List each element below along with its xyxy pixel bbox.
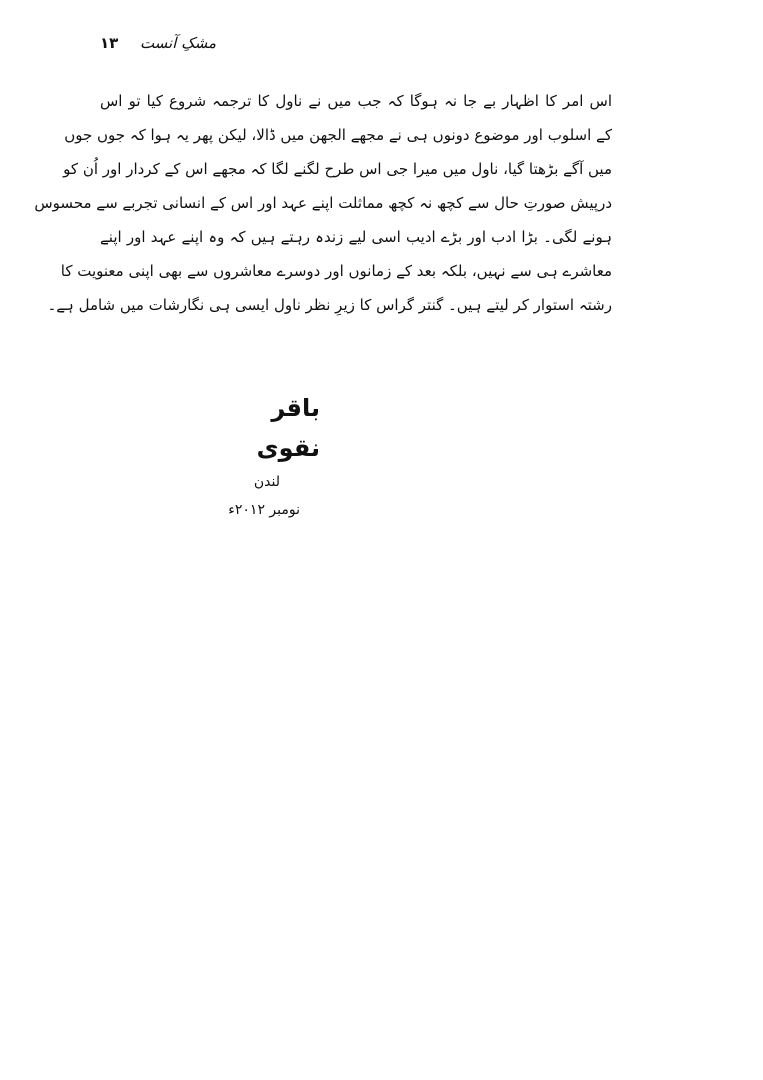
signature-date: نومبر ۲۰۱۲ء [228, 502, 300, 518]
body-paragraph [34, 84, 612, 322]
signature-block [200, 388, 320, 524]
page-number: ۱۳ [100, 34, 119, 52]
page-header [100, 34, 216, 60]
running-title: مشکِ آنست [139, 34, 216, 52]
paragraph-line: اس امر کا اظہار بے جا نہ ہوگا کہ جب میں نے ناول کا ترجمہ شروع کیا تو اس [100, 92, 612, 110]
paragraph-line: معاشرے ہی سے نہیں، بلکہ بعد کے زمانوں اور دوسرے معاشروں سے بھی اپنی معنویت کا [60, 262, 612, 280]
paragraph-line: رشتہ استوار کر لیتے ہیں۔ گنتر گراس کا زیرِ نظر ناول ایسی ہی نگارشات میں شامل ہے۔ [47, 296, 612, 314]
paragraph-line: ہونے لگی۔ بڑا ادب اور بڑے ادیب اسی لیے زندہ رہتے ہیں کہ وہ اپنے عہد اور اپنے [100, 228, 612, 246]
author-name: باقر نقوی [256, 394, 320, 462]
paragraph-line: درپیش صورتِ حال سے کچھ نہ کچھ مماثلت اپنے عہد اور اس کے انسانی تجربے سے محسوس [34, 194, 612, 212]
signature-place: لندن [253, 474, 280, 490]
paragraph-line: کے اسلوب اور موضوع دونوں ہی نے مجھے الجھن میں ڈالا، لیکن پھر یہ ہوا کہ جوں جوں [64, 126, 612, 144]
paragraph-line: میں آگے بڑھتا گیا، ناول میں میرا جی اس طرح لگنے لگا کہ مجھے اس کے کردار اور اُن کو [63, 160, 612, 178]
